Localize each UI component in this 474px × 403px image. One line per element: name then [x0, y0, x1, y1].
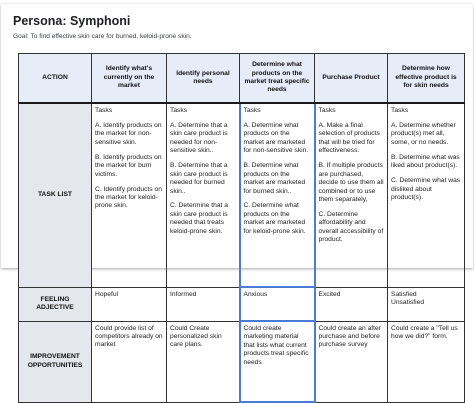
header-determine-products: Determine what products on the market treat specific needs — [240, 54, 315, 104]
feeling-cell: Excited — [315, 287, 388, 321]
feeling-row — [19, 287, 465, 321]
improvement-cell: Could create an after purchase and before purchase survey — [315, 321, 388, 402]
task-item: B. Determine what was liked about product(s). — [391, 153, 460, 170]
task-cell-selected[interactable] — [240, 103, 315, 287]
task-heading: Tasks — [170, 107, 188, 114]
task-item: B. Determine what products on the market are marketed for burned skin.. — [243, 162, 306, 195]
journey-map-table — [18, 53, 465, 403]
task-cell — [388, 103, 465, 287]
task-item: A. Make a final selection of products that will be tried for effectiveness. — [318, 121, 380, 155]
improvement-cell-selected[interactable]: Could create marketing material that lists what current products treat specific needs — [240, 321, 315, 402]
persona-title: Persona: Symphoni — [13, 14, 131, 28]
row-label-feeling: FEELING ADJECTIVE — [19, 287, 92, 321]
row-label-improvement: IMPROVEMENT OPPORTUNITIES — [19, 321, 92, 402]
task-item: B. Identify products on the market for burn victims. — [95, 153, 162, 178]
task-cell — [315, 103, 388, 287]
row-label-task-list: TASK LIST — [19, 103, 92, 287]
task-item: A. Determine what products on the market are marketed for non-sensitive skin. — [243, 121, 309, 155]
task-item: C. Determine affordability and overall accessibility of product. — [318, 210, 384, 244]
task-heading: Tasks — [318, 107, 336, 114]
improvement-cell: Could provide list of competitors already on market — [92, 321, 167, 402]
task-item: A. Determine whether product(s) met all, some, or no needs. — [391, 121, 456, 146]
task-heading: Tasks — [95, 107, 113, 114]
header-action: ACTION — [19, 54, 92, 104]
task-item: A. Identify products on the market for non-sensitive skin. — [95, 121, 162, 146]
task-item: C. Identify products on the market for keloid-prone skin. — [95, 185, 162, 210]
task-item: C. Determine what was disliked about product(s). — [391, 177, 461, 201]
task-list-row — [19, 103, 465, 287]
feeling-cell-selected[interactable]: Anxious — [240, 287, 315, 321]
header-row — [19, 54, 465, 104]
task-item: A. Determine that a skin care product is needed for non-sensitive skin.. — [170, 121, 228, 155]
task-heading: Tasks — [243, 107, 261, 114]
improvement-row — [19, 321, 465, 402]
task-cell — [167, 103, 240, 287]
header-purchase-product: Purchase Product — [315, 54, 388, 104]
task-item: C. Determine that a skin care product is needed that treats keloid-prone skin. — [170, 202, 228, 235]
header-determine-effectiveness: Determine how effective product is for skin needs — [388, 54, 465, 104]
header-identify-market: Identify what's currently on the market — [92, 54, 167, 104]
task-heading: Tasks — [391, 107, 409, 114]
header-identify-needs: Identify personal needs — [167, 54, 240, 104]
task-cell — [92, 103, 167, 287]
task-item: B. If multiple products are purchased, decide to use them all combined or to use them separately, — [318, 162, 384, 203]
feeling-cell: Informed — [167, 287, 240, 321]
improvement-cell: Could create a "Tell us how we did?" form. — [388, 321, 465, 402]
task-item: B. Determine that a skin care product is needed for burned skin.. — [170, 162, 228, 195]
improvement-cell: Could Create personalized skin care plans. — [167, 321, 240, 402]
feeling-cell: Hopeful — [92, 287, 167, 321]
feeling-cell: Satisfied Unsatisfied — [388, 287, 465, 321]
task-item: C. Determine what products on the market are marketed for keloid-prone skin. — [243, 202, 306, 235]
persona-goal: Goal: To find effective skin care for burned, keloid-prone skin. — [13, 33, 192, 40]
